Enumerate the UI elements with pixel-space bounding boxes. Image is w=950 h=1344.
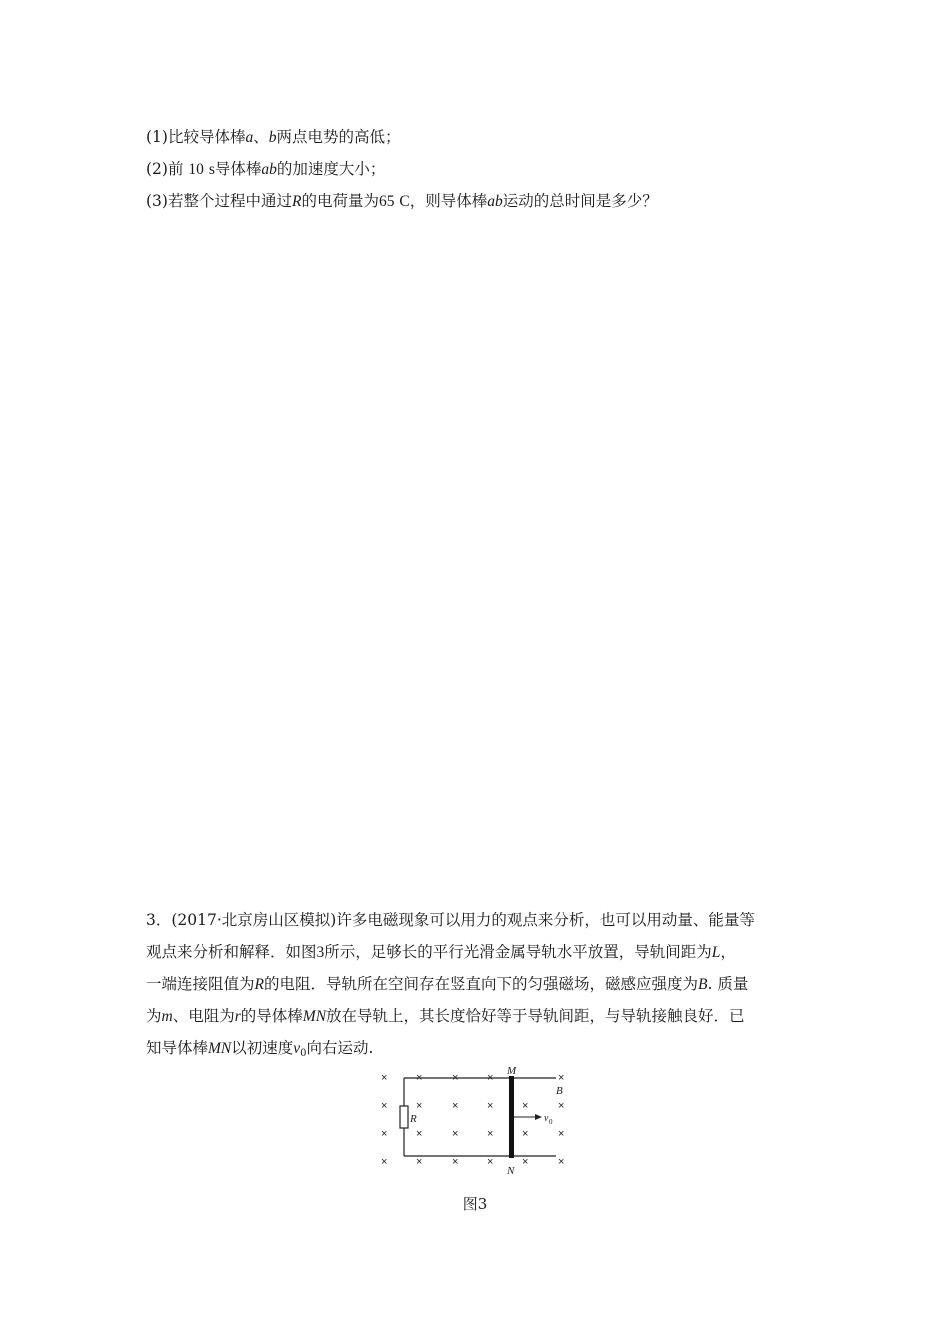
field-cross: × [558,1100,565,1112]
p3-l5a: 知导体棒 [146,1039,209,1057]
field-cross: × [381,1128,388,1140]
field-cross: × [558,1128,565,1140]
var-R: R [254,976,264,993]
q2-number: 10 [188,161,204,178]
q1-text: (1)比较导体棒 [146,128,246,146]
label-R: R [410,1113,417,1125]
p3-l5b: 以初速度 [231,1039,294,1057]
field-cross: × [416,1128,423,1140]
p3-l3c: . 质量 [707,975,749,993]
p3-l4c: 的导体棒 [240,1007,303,1025]
var-ab: ab [487,193,503,210]
q3-mid2: ，则导体棒 [409,192,488,210]
var-b: b [268,129,277,146]
field-cross: × [381,1100,388,1112]
p3-l3a: 一端连接阻值为 [146,975,255,993]
figure-caption: 图3 [462,1195,488,1213]
problem-3-line-5 [146,1038,373,1064]
p3-l3b: 的电阻．导轨所在空间存在竖直向下的匀强磁场，磁感应强度为 [263,975,698,993]
q1-sep: 、 [253,128,269,146]
q3-suffix: 运动的总时间是多少？ [502,192,658,210]
question-2 [146,159,385,180]
problem-3-line-2 [146,942,736,963]
p3-l4a: 为 [146,1007,162,1025]
field-cross: × [487,1128,494,1140]
p3-fig-num: 3 [316,944,325,961]
p3-l1: 3．(2017·北京房山区模拟)许多电磁现象可以用力的观点来分析，也可以用动量、能量等 [146,911,755,929]
var-r: r [234,1008,241,1025]
figure-3-diagram [372,1066,582,1178]
p3-l4d: 放在导轨上，其长度恰好等于导轨间距，与导轨接触良好．已 [326,1007,745,1025]
p3-l2c: ， [720,943,736,961]
q3-mid1: 的电荷量为 [301,192,379,210]
field-cross: × [487,1156,494,1168]
field-cross: × [452,1156,459,1168]
q3-text: (3)若整个过程中通过 [146,192,292,210]
field-cross: × [416,1072,423,1084]
field-cross: × [416,1100,423,1112]
var-ab: ab [261,161,277,178]
q2-text: (2)前 [146,160,184,178]
question-3 [146,191,658,212]
var-MN: MN [302,1008,327,1025]
field-cross: × [558,1156,565,1168]
var-v-subscript: 0 [300,1048,307,1059]
p3-l2b: 所示，足够长的平行光滑金属导轨水平放置，导轨间距为 [324,943,712,961]
problem-3-line-1 [146,910,755,930]
label-M: M [507,1066,517,1077]
var-m: m [161,1008,173,1025]
field-cross: × [452,1100,459,1112]
problem-3-line-3 [146,974,748,995]
field-cross: × [381,1156,388,1168]
problem-3-line-4 [146,1006,745,1027]
q2-mid: 导体棒 [214,160,262,178]
question-1 [146,127,401,148]
var-MN: MN [208,1040,232,1057]
q2-unit: s [208,161,215,178]
q2-suffix: 的加速度大小； [276,160,386,178]
field-cross: × [487,1100,494,1112]
field-cross: × [558,1072,565,1084]
label-B: B [556,1085,563,1097]
field-cross: × [522,1100,529,1112]
field-cross: × [522,1156,529,1168]
var-a: a [245,129,254,146]
field-cross: × [522,1128,529,1140]
p3-l2a: 观点来分析和解释．如图 [146,943,317,961]
field-cross: × [416,1156,423,1168]
field-cross: × [452,1128,459,1140]
label-N: N [507,1165,515,1177]
q1-suffix: 两点电势的高低； [276,128,401,146]
field-cross: × [381,1072,388,1084]
q3-unit: C [399,193,410,210]
label-v-subscript: 0 [549,1118,553,1126]
q3-number: 65 [378,193,395,210]
label-v: v [544,1113,549,1124]
field-cross: × [452,1072,459,1084]
var-v: v [293,1040,301,1057]
var-R: R [291,193,302,210]
resistor [400,1106,408,1128]
arrowhead-icon [535,1114,542,1120]
field-cross: × [487,1072,494,1084]
var-L: L [711,944,721,961]
p3-l5c: 向右运动. [306,1039,374,1057]
conductor-rod [509,1076,514,1158]
p3-l4b: 、电阻为 [172,1007,235,1025]
var-B: B [698,976,708,993]
